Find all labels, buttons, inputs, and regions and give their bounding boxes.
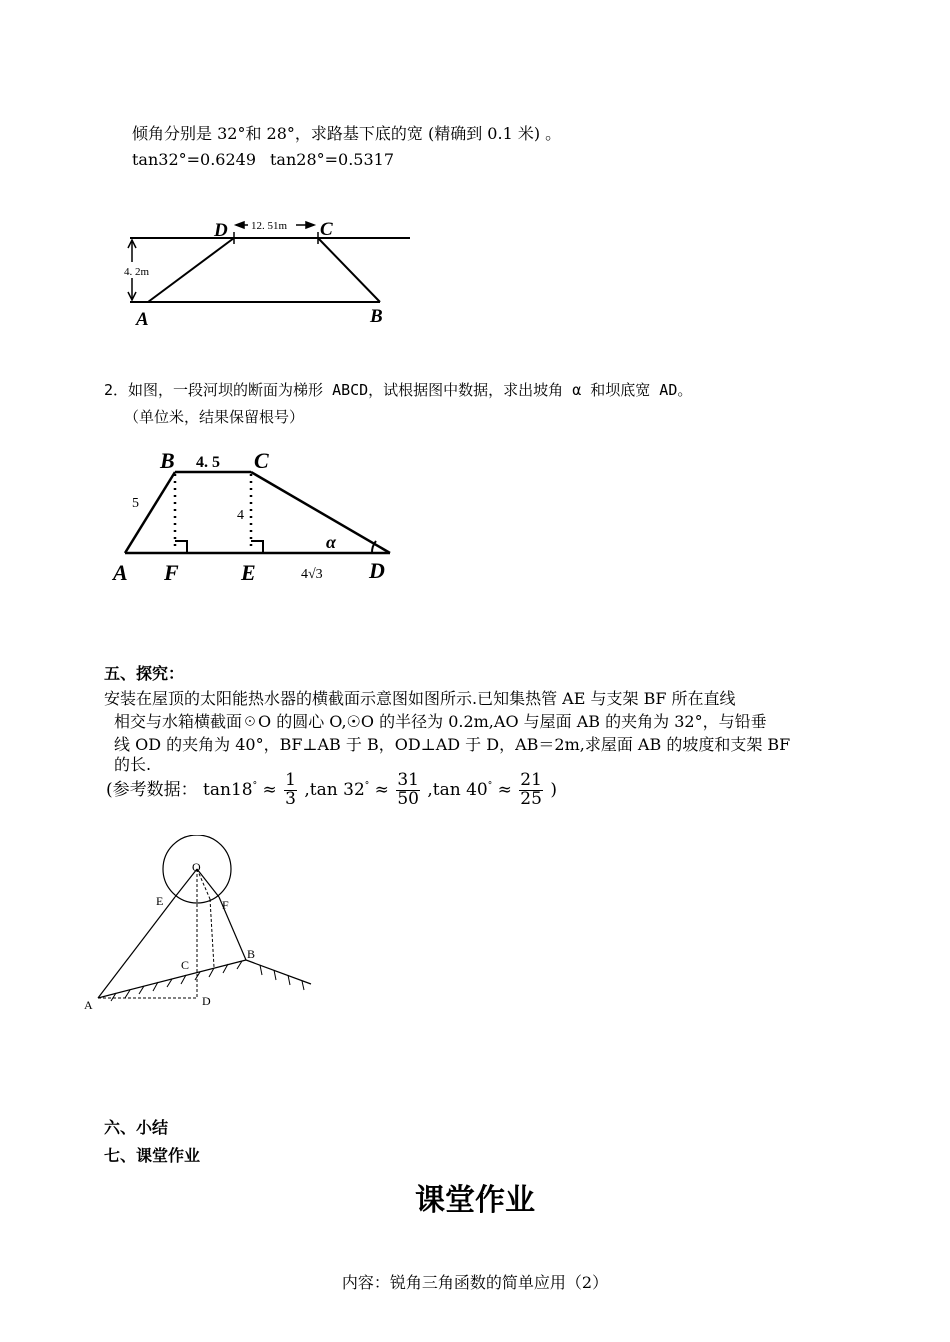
figure-road-trapezoid bbox=[110, 210, 410, 335]
fig1-label-B: B bbox=[370, 306, 383, 327]
fig2-ab-label: 5 bbox=[132, 496, 139, 511]
ref-fraction-21-25: $\frac{21}{25}$ bbox=[520, 770, 542, 809]
fig1-height-label: 4. 2m bbox=[124, 266, 150, 278]
fig2-ce-label: 4 bbox=[237, 508, 244, 523]
ref-tan32: ,tan 32 bbox=[304, 779, 365, 800]
problem1-tan28: tan28°=0.5317 bbox=[270, 150, 395, 169]
ref-fraction-1-3: $\frac{1}{3}$ bbox=[285, 770, 296, 809]
section7-heading: 七、课堂作业 bbox=[104, 1146, 201, 1165]
figure-dam-trapezoid bbox=[108, 440, 408, 588]
reference-data: (参考数据： tan18° ≈ $\frac{1}{3}$ ,tan 32° ≈ $\frac{31}{50}$ ,tan 40° ≈ $\frac{21}{25}$ ) bbox=[106, 770, 557, 809]
section6-heading: 六、小结 bbox=[104, 1118, 169, 1137]
fig3-label-E: E bbox=[156, 894, 164, 908]
fig2-label-C: C bbox=[254, 448, 269, 473]
ref-tan18: tan18 bbox=[203, 779, 253, 800]
section5-paragraph-line3: 线 OD 的夹角为 40°，BF⊥AB 于 B，OD⊥AD 于 D，AB＝2m,求屋面 AB 的坡度和支架 BF bbox=[114, 735, 791, 754]
fig2-label-A: A bbox=[113, 560, 128, 585]
problem1-tan32: tan32°=0.6249 bbox=[132, 150, 257, 169]
section5-heading: 五、探究： bbox=[104, 664, 185, 683]
homework-title: 课堂作业 bbox=[415, 1183, 535, 1218]
homework-content: 内容：锐角三角函数的简单应用（2） bbox=[341, 1273, 609, 1292]
fig3-label-C: C bbox=[181, 958, 190, 972]
fig1-label-D: D bbox=[214, 220, 228, 241]
ref-tan40: ,tan 40 bbox=[427, 779, 488, 800]
fig3-label-F: F bbox=[222, 898, 229, 912]
fig2-alpha-label: α bbox=[326, 532, 336, 552]
fig2-label-E: E bbox=[241, 560, 256, 585]
fig3-label-D: D bbox=[202, 994, 211, 1008]
fig2-label-F: F bbox=[164, 560, 179, 585]
fig3-label-B: B bbox=[247, 947, 256, 961]
problem2-line1: 2．如图，一段河坝的断面为梯形 ABCD，试根据图中数据，求出坡角 α 和坝底宽 AD。 bbox=[104, 381, 693, 399]
fig2-label-B: B bbox=[160, 448, 175, 473]
problem2-line2: （单位米，结果保留根号） bbox=[124, 408, 305, 426]
fig1-label-C: C bbox=[320, 219, 333, 240]
section5-paragraph-line2: 相交与水箱横截面☉O 的圆心 O,☉O 的半径为 0.2m,AO 与屋面 AB 的夹角为 32°，与铅垂 bbox=[114, 712, 767, 731]
fig1-label-A: A bbox=[136, 309, 149, 330]
section5-paragraph-line4: 的长. bbox=[114, 755, 152, 774]
fig3-label-A: A bbox=[84, 998, 93, 1012]
section5-paragraph-line1: 安装在屋顶的太阳能热水器的横截面示意图如图所示.已知集热管 AE 与支架 BF 所在直线 bbox=[104, 689, 736, 708]
fig2-bc-label: 4. 5 bbox=[196, 454, 220, 471]
fig1-top-label: 12. 51m bbox=[251, 220, 288, 232]
ref-fraction-31-50: $\frac{31}{50}$ bbox=[397, 770, 419, 809]
figure-solar-heater bbox=[78, 835, 323, 1015]
problem1-line1: 倾角分别是 32°和 28°，求路基下底的宽 (精确到 0.1 米) 。 bbox=[132, 124, 562, 143]
fig2-label-D: D bbox=[369, 558, 385, 583]
fig2-ed-label: 4√3 bbox=[301, 567, 323, 582]
fig3-label-O: O bbox=[192, 860, 201, 874]
